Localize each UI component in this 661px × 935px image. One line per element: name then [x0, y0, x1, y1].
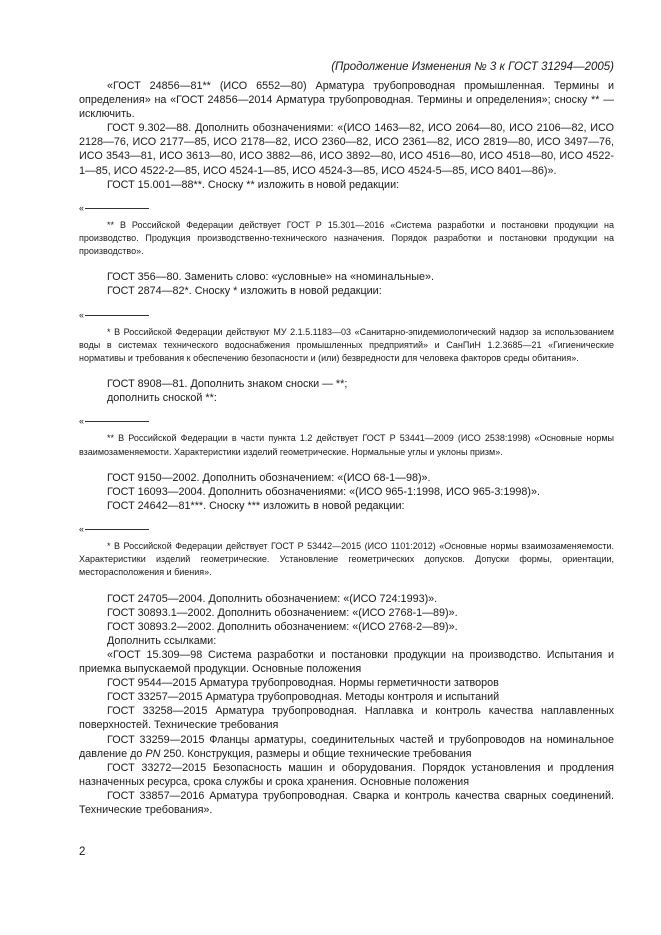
footnote-rule	[85, 421, 149, 422]
footnote-rule	[85, 529, 149, 530]
amendment-paragraph: ГОСТ 2874—82*. Сноску * изложить в новой редакции:	[107, 285, 382, 298]
footnote-quote-mark: «	[79, 202, 85, 213]
reference-text: ГОСТ 33259—2015 Фланцы арматуры, соединительных частей и трубопроводов на номинальное давление до	[79, 733, 614, 760]
reference-entry: ГОСТ 9544—2015 Арматура трубопроводная. Нормы герметичности затворов	[107, 677, 499, 690]
amendment-paragraph: «ГОСТ 24856—81** (ИСО 6552—80) Арматура трубопроводная промышленная. Термины и определения» на «ГОСТ 24856—2014 Арматура трубопроводная. Термины и определения»; сноску ** — исключить.	[79, 80, 614, 121]
footnote-quote-mark: «	[79, 309, 85, 320]
reference-entry: ГОСТ 33857—2016 Арматура трубопроводная. Сварка и контроль качества сварных соединений. Технические требования».	[79, 789, 614, 817]
amendment-paragraph: дополнить сноской **:	[107, 392, 217, 405]
reference-entry: ГОСТ 33257—2015 Арматура трубопроводная. Методы контроля и испытаний	[107, 691, 500, 704]
footnote-separator	[79, 525, 614, 534]
amendment-paragraph: ГОСТ 9.302—88. Дополнить обозначениями: «(ИСО 1463—82, ИСО 2064—80, ИСО 2106—82, ИСО 2128—76, ИСО 2177—85, ИСО 2178—82, ИСО 2360—82, ИСО 2361—82, ИСО 2819—80, ИСО 3497—76, ИСО 3543—81, ИСО 3613—80, ИСО 3882—86, ИСО 3892—80, ИСО 4516—80, ИСО 4518—80, ИСО 4522-1—85, ИСО 4522-2—85, ИСО 4524-1—85, ИСО 4524-3—85, ИСО 4524-5—85, ИСО 8401—86)».	[79, 122, 614, 177]
reference-entry: ГОСТ 33272—2015 Безопасность машин и оборудования. Порядок установления и продления назначенных ресурса, срока службы и срока хранения. Основные положения	[79, 761, 614, 788]
amendment-paragraph: ГОСТ 15.001—88**. Сноску ** изложить в новой редакции:	[107, 178, 400, 191]
reference-entry: «ГОСТ 15.309—98 Система разработки и постановки продукции на производство. Испытания и приемка выпускаемой продукции. Основные положения	[79, 649, 614, 676]
footnote-separator	[79, 204, 614, 213]
reference-text: 250. Конструкция, размеры и общие технические требования	[160, 747, 472, 760]
reference-entry: ГОСТ 33258—2015 Арматура трубопроводная. Наплавка и контроль качества наплавленных поверхностей. Технические требования	[79, 705, 614, 732]
page-header: (Продолжение Изменения № 3 к ГОСТ 31294—2005)	[331, 61, 614, 73]
amendment-paragraph: ГОСТ 16093—2004. Дополнить обозначениями: «(ИСО 965-1:1998, ИСО 965-3:1998)».	[107, 485, 541, 498]
footnote-text: * В Российской Федерации действуют МУ 2.1.5.1183—03 «Санитарно-эпидемиологический надзор за использованием воды в системах технического водоснабжения промышленных предприятий» и СанПиН 1.2.3685—21 «Гигиенические нормативы и требования к обеспечению безопасности и (или) безвредности для человека факторов среды обитания».	[79, 326, 614, 363]
footnote-separator	[79, 417, 614, 426]
amendment-paragraph: ГОСТ 356—80. Заменить слово: «условные» на «номинальные».	[107, 271, 435, 284]
footnote-separator	[79, 311, 614, 320]
footnote-quote-mark: «	[79, 416, 85, 427]
document-body	[79, 79, 614, 817]
amendment-paragraph: ГОСТ 30893.2—2002. Дополнить обозначением: «(ИСО 2768-2—89)».	[107, 620, 458, 633]
pn-symbol: PN	[145, 747, 161, 760]
amendment-paragraph: ГОСТ 8908—81. Дополнить знаком сноски — **;	[107, 378, 348, 391]
footnote-rule	[85, 208, 149, 209]
footnote-quote-mark: «	[79, 524, 85, 535]
page-number: 2	[79, 846, 86, 858]
footnote-text: * В Российской Федерации действует ГОСТ Р 53442—2015 (ИСО 1101:2012) «Основные нормы взаимозаменяемости. Характеристики изделий геометрические. Установление геометрических допусков. Допуски формы, ориентации, месторасположения и биения».	[79, 541, 614, 578]
amendment-paragraph: ГОСТ 9150—2002. Дополнить обозначением: «(ИСО 68-1—98)».	[107, 471, 431, 484]
amendment-paragraph: Дополнить ссылками:	[107, 634, 217, 647]
footnote-rule	[85, 315, 149, 316]
amendment-paragraph: ГОСТ 24642—81***. Сноску *** изложить в новой редакции:	[107, 499, 405, 512]
reference-entry	[79, 733, 614, 761]
amendment-paragraph: ГОСТ 24705—2004. Дополнить обозначением: «(ИСО 724:1993)».	[107, 592, 438, 605]
amendment-paragraph: ГОСТ 30893.1—2002. Дополнить обозначением: «(ИСО 2768-1—89)».	[107, 606, 458, 619]
footnote-text: ** В Российской Федерации действует ГОСТ Р 15.301—2016 «Система разработки и постановки продукции на производство. Продукция производственно-технического назначения. Порядок разработки и постановки продукции на производство».	[79, 219, 614, 257]
footnote-text: ** В Российской Федерации в части пункта 1.2 действует ГОСТ Р 53441—2009 (ИСО 2538:1998) «Основные нормы взаимозаменяемости. Характеристики изделий геометрические. Нормальные углы и уклоны призм».	[79, 433, 614, 457]
